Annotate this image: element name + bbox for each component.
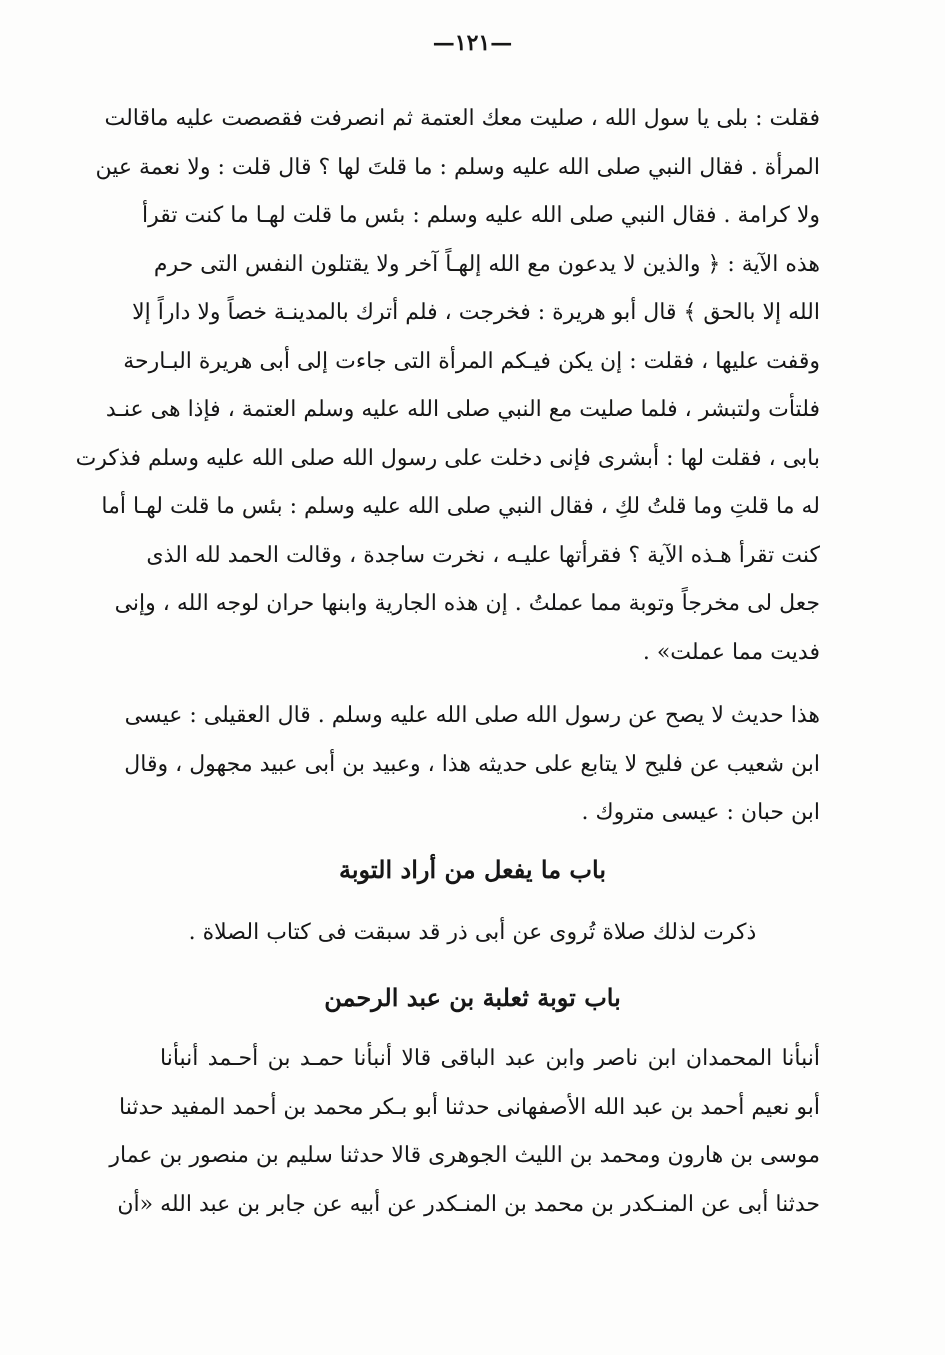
text-line: الله إلا بالحق ﴾ قال أبو هريرة : فخرجت ، فلم أترك بالمدينـة خصاً ولا داراً إلا	[132, 300, 820, 325]
paragraph-isnad	[109, 1035, 820, 1229]
text-line: ابن شعيب عن فليح لا يتابع على حديثه هذا ، وعبيد بن أبى عبيد مجهول ، وقال	[124, 751, 820, 777]
chapter-note: ذكرت لذلك صلاة تُروى عن أبى ذر قد سبقت فى كتاب الصلاة .	[188, 920, 757, 945]
text-line: جعل لى مخرجاً وتوبة مما عملتُ . إن هذه الجارية وابنها حران لوجه الله ، وإنى	[114, 591, 820, 616]
text-line: أبو نعيم أحمد بن عبد الله الأصفهانى حدثنا أبو بـكر محمد بن أحمد المفيد حدثنا	[119, 1094, 820, 1120]
chapter-heading-thalaba: باب توبة ثعلبة بن عبد الرحمن	[324, 983, 621, 1012]
text-line: بابى ، فقلت لها : أبشرى فإنى دخلت على رسول الله صلى الله عليه وسلم فذكرت	[75, 445, 820, 471]
paragraph-hadith-narration	[75, 95, 820, 677]
text-line: ولا كرامة . فقال النبي صلى الله عليه وسلم : بئس ما قلت لهـا ما كنت تقرأ	[142, 203, 820, 228]
text-line: موسى بن هارون ومحمد بن الليث الجوهرى قالا حدثنا سليم بن منصور بن عمار	[109, 1143, 820, 1168]
text-line: هذه الآية : ﴿ والذين لا يدعون مع الله إلهـاً آخر ولا يقتلون النفس التى حرم	[153, 251, 820, 277]
paragraph-commentary	[124, 692, 820, 838]
page-number: —١٢١—	[432, 30, 513, 56]
text-line: المرأة . فقال النبي صلى الله عليه وسلم : ما قلتَ لها ؟ قال قلت : ولا نعمة عين	[95, 154, 820, 180]
chapter-heading-repentance: باب ما يفعل من أراد التوبة	[338, 855, 606, 884]
text-line: كنت تقرأ هـذه الآية ؟ فقرأتها عليـه ، نخرت ساجدة ، وقالت الحمد لله الذى	[146, 542, 820, 568]
text-line: له ما قلتِ وما قلتُ لكِ ، فقال النبي صلى الله عليه وسلم : بئس ما قلت لهـا أما	[101, 494, 820, 519]
text-line: وقفت عليها ، فقلت : إن يكن فيـكم المرأة التى جاءت إلى أبى هريرة البـارحة	[123, 348, 820, 374]
text-line: فلتأت ولتبشر ، فلما صليت مع النبي صلى الله عليه وسلم العتمة ، فإذا هى عنـد	[105, 397, 820, 422]
text-line: حدثنا أبى عن المنـكدر بن محمد بن المنـكدر عن أبيه عن جابر بن عبد الله «أن	[117, 1191, 820, 1217]
text-line: فديت مما عملت» .	[642, 639, 820, 665]
text-line: ابن حبان : عيسى متروك .	[581, 800, 820, 825]
text-line: فقلت : بلى يا سول الله ، صليت معك العتمة ثم انصرفت فقصصت عليه ماقالت	[104, 106, 820, 131]
text-line: أنبأنا المحمدان ابن ناصر وابن عبد الباقى قالا أنبأنا حمـد بن أحـمد أنبأنا	[160, 1046, 820, 1071]
text-line: هذا حديث لا يصح عن رسول الله صلى الله عليه وسلم . قال العقيلى : عيسى	[124, 703, 820, 728]
